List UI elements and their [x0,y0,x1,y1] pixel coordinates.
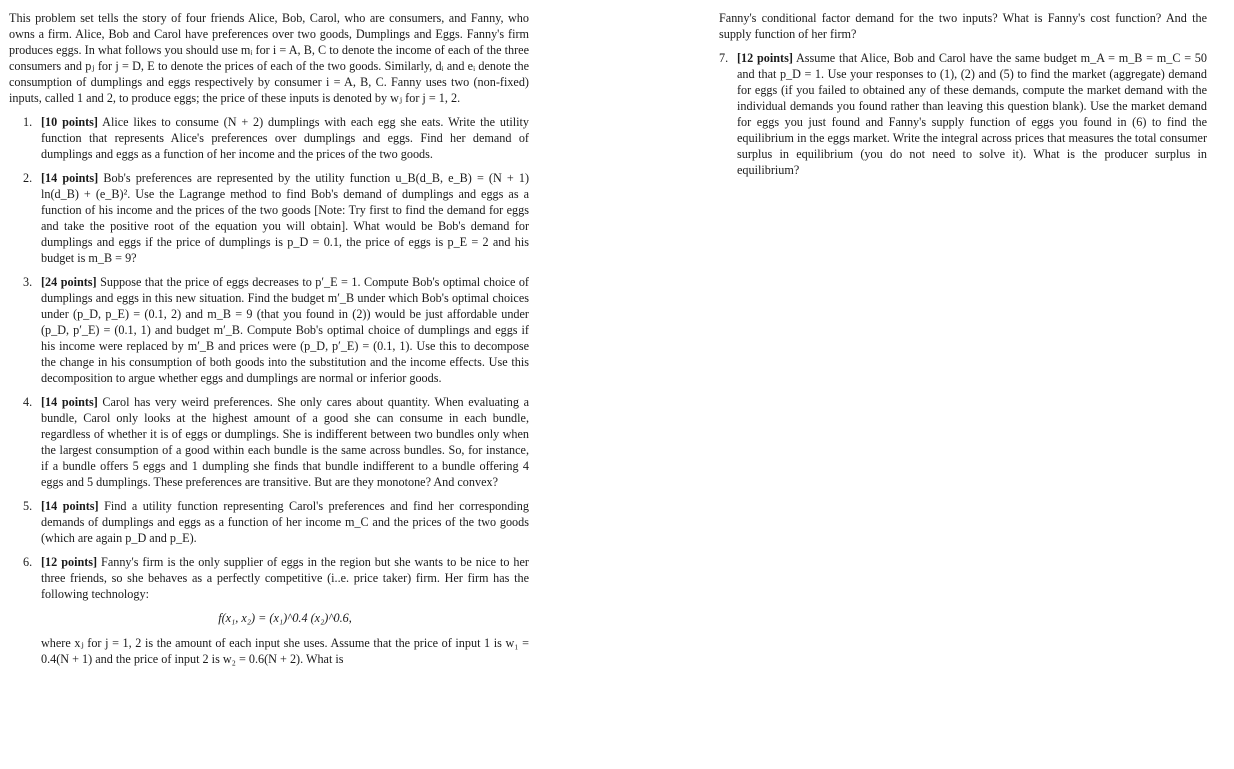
problem-points: [14 points] [41,395,98,409]
problem-5 [9,498,529,546]
problem-text: Alice likes to consume (N + 2) dumplings with each egg she eats. Write the utility function that represents Alice's preferences over dumplings and eggs. Find her demand of dumplings and eggs as a function of her income and the prices of the two goods. [41,115,529,161]
problem-number: 3. [23,275,33,289]
problem-3 [9,274,529,386]
problem-points: [10 points] [41,115,98,129]
problem-number: 1. [23,115,33,129]
problem-4 [9,394,529,490]
problem-number: 6. [23,555,33,569]
problem-7 [705,50,1207,178]
problem-points: [14 points] [41,499,99,513]
problem-text: Assume that Alice, Bob and Carol have the same budget m_A = m_B = m_C = 50 and that p_D = 1. Use your responses to (1), (2) and (5) to find the market (aggregate) demand for eggs (if you failed to obtained any of these demands, compute the market demand with the individual demands you found rather than leaving this question blank). Use the market demand for eggs you just found and Fanny's supply function of eggs you found in (6) to find the equilibrium in the eggs market. Write the integral across prices that measures the total consumer surplus in equilibrium (you do not need to solve it). What is the producer surplus in equilibrium? [737,51,1207,177]
problem-list-continued [705,50,1207,178]
problem-6 [9,554,529,667]
problem-number: 4. [23,395,33,409]
problem-text-after-formula: where xⱼ for j = 1, 2 is the amount of each input she uses. Assume that the price of input 1 is w₁ = 0.4(N + 1) and the price of input 2 is w₂ = 0.6(N + 2). What is [41,636,529,666]
problem-number: 7. [719,51,729,65]
right-column [705,10,1207,186]
problem-points: [12 points] [737,51,793,65]
problem-points: [14 points] [41,171,99,185]
problem-points: [24 points] [41,275,97,289]
problem-text: Fanny's firm is the only supplier of eggs in the region but she wants to be nice to her three friends, so she behaves as a perfectly competitive (i..e. price taker) firm. Her firm has the following technology: [41,555,529,601]
problem-text: Bob's preferences are represented by the utility function u_B(d_B, e_B) = (N + 1) ln(d_B) + (e_B)². Use the Lagrange method to find Bob's demand of dumplings and eggs as a function of his income and the prices of the two goods [Note: Try first to find the demand for eggs and take the positive root of the equation you will obtain]. What would be Bob's demand for dumplings and eggs if the price of dumplings is p_D = 0.1, the price of eggs is p_E = 2 and his budget is m_B = 9? [41,171,529,265]
problem-number: 2. [23,171,33,185]
problem-2 [9,170,529,266]
problem-6-continuation: Fanny's conditional factor demand for the two inputs? What is Fanny's cost function? And the supply function of her firm? [719,11,1207,41]
problem-text: Suppose that the price of eggs decreases to p′_E = 1. Compute Bob's optimal choice of dumplings and eggs in this new situation. Find the budget m′_B under which Bob's optimal choices under (p_D, p_E) = (0.1, 2) and m_B = 9 (that you found in (2)) would be just affordable under (p_D, p′_E) = (0.1, 1) and budget m′_B. Compute Bob's optimal choice of dumplings and eggs if his income were replaced by m′_B and prices were (p_D, p′_E) = (0.1, 1). Use this to decompose the change in his consumption of both goods into the substitution and the income effects. Use this decomposition to argue whether eggs and dumplings are normal or inferior goods. [41,275,529,385]
problem-text: Carol has very weird preferences. She only cares about quantity. When evaluating a bundle, Carol only looks at the highest amount of a good she can consume in each bundle, regardless of whether it is of eggs or dumplings. She is indifferent between two bundles only when the largest consumption of a good within each bundle is the same across bundles. So, for instance, if a bundle offers 5 eggs and 1 dumpling she finds that bundle indifferent to a bundle offering 4 eggs and 5 dumplings. These preferences are transitive. But are they monotone? And convex? [41,395,529,489]
problem-1 [9,114,529,162]
intro-paragraph: This problem set tells the story of four friends Alice, Bob, Carol, who are consumers, and Fanny, who owns a firm. Alice, Bob and Carol have preferences over two goods, Dumplings and Eggs. Fanny's firm produces eggs. In what follows you should use mᵢ for i = A, B, C to denote the income of each of the three consumers and pⱼ for j = D, E to denote the prices of each of the two goods. Similarly, dᵢ and eᵢ denote the consumption of dumplings and eggs respectively by consumer i = A, B, C. Fanny uses two (non-fixed) inputs, called 1 and 2, to produce eggs; the price of these inputs is denoted by wⱼ for j = 1, 2. [9,11,529,105]
problem-points: [12 points] [41,555,98,569]
problem-list [9,114,529,667]
production-function-formula: f(x₁, x₂) = (x₁)^0.4 (x₂)^0.6, [218,611,352,625]
left-column [9,10,529,675]
problem-number: 5. [23,499,33,513]
problem-text: Find a utility function representing Carol's preferences and find her corresponding demands of dumplings and eggs as a function of her income m_C and the prices of the two goods (which are again p_D and p_E). [41,499,529,545]
